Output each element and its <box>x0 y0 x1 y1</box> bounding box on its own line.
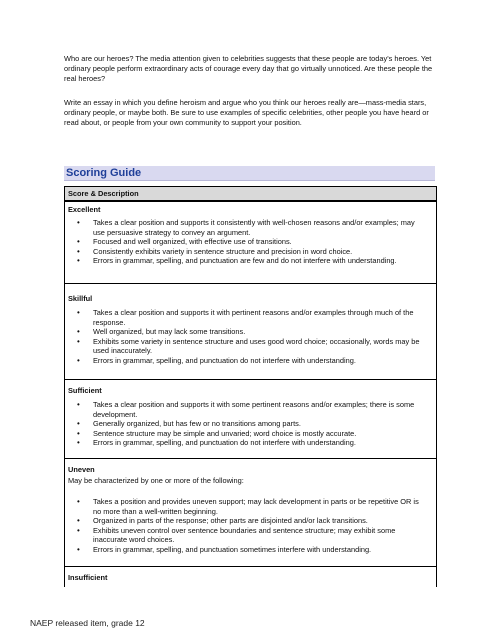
criterion-item: • Errors in grammar, spelling, and punctuation do not interfere with understanding. <box>65 438 436 448</box>
criterion-item: • Exhibits some variety in sentence structure and uses good word choice; occasionally, words may be used inaccurately. <box>65 337 436 356</box>
level-name: Sufficient <box>68 386 102 395</box>
criterion-item: • Errors in grammar, spelling, and punctuation sometimes interfere with understanding. <box>65 545 436 555</box>
criterion-item: • Organized in parts of the response; other parts are disjointed and/or lack transitions. <box>65 516 436 526</box>
criteria-list <box>65 497 436 555</box>
criterion-item: • Exhibits uneven control over sentence boundaries and sentence structure; may exhibit some inaccurate word choices. <box>65 526 436 545</box>
criterion-item: • Well organized, but may lack some transitions. <box>65 327 436 337</box>
level-name: Skillful <box>68 294 93 303</box>
criteria-list <box>65 400 436 448</box>
criterion-item: • Generally organized, but has few or no transitions among parts. <box>65 419 436 429</box>
page-footer: NAEP released item, grade 12 <box>30 618 145 628</box>
criterion-item: • Takes a clear position and supports it with pertinent reasons and/or examples through much of the response. <box>65 308 436 327</box>
scoring-table <box>64 186 437 587</box>
level-excellent <box>65 201 436 283</box>
prompt-paragraph-2: Write an essay in which you define heroism and argue who you think our heroes really are—mass-media stars, ordinary people, or maybe both. Be sure to use examples of specific celebrities, other people you have heard or read about, or people from your own community to support your position. <box>64 98 429 127</box>
scoring-guide-title: Scoring Guide <box>66 167 142 179</box>
level-name: Excellent <box>68 205 101 214</box>
scoring-guide-heading-bar <box>64 166 435 181</box>
prompt-paragraph-1: Who are our heroes? The media attention given to celebrities suggests that these people are today's heroes. Yet ordinary people perform extraordinary acts of courage every day that go virtually unnoticed. Are these people the real heroes? <box>64 54 433 83</box>
level-name: Uneven <box>68 465 95 474</box>
criterion-item: • Errors in grammar, spelling, and punctuation do not interfere with understanding. <box>65 356 436 366</box>
criterion-item: • Takes a position and provides uneven support; may lack development in parts or be repetitive OR is no more than a well-written beginning. <box>65 497 436 516</box>
criterion-item: • Focused and well organized, with effective use of transitions. <box>65 237 436 247</box>
level-sufficient <box>65 379 436 458</box>
criterion-item: • Takes a clear position and supports it with some pertinent reasons and/or examples; there is some development. <box>65 400 436 419</box>
table-header-label: Score & Description <box>68 189 139 198</box>
criteria-list <box>65 218 436 266</box>
level-name: Insufficient <box>68 573 108 582</box>
criterion-item: • Takes a clear position and supports it consistently with well-chosen reasons and/or examples; may use persuasive strategy to convey an argument. <box>65 218 436 237</box>
level-insufficient <box>65 566 436 588</box>
table-header <box>65 187 436 201</box>
criteria-list <box>65 308 436 366</box>
level-uneven <box>65 458 436 566</box>
criterion-item: • Sentence structure may be simple and unvaried; word choice is mostly accurate. <box>65 429 436 439</box>
level-skillful <box>65 283 436 379</box>
criterion-item: • Consistently exhibits variety in sentence structure and precision in word choice. <box>65 247 436 257</box>
criterion-item: • Errors in grammar, spelling, and punctuation are few and do not interfere with understanding. <box>65 256 436 266</box>
level-intro: May be characterized by one or more of the following: <box>68 476 244 485</box>
